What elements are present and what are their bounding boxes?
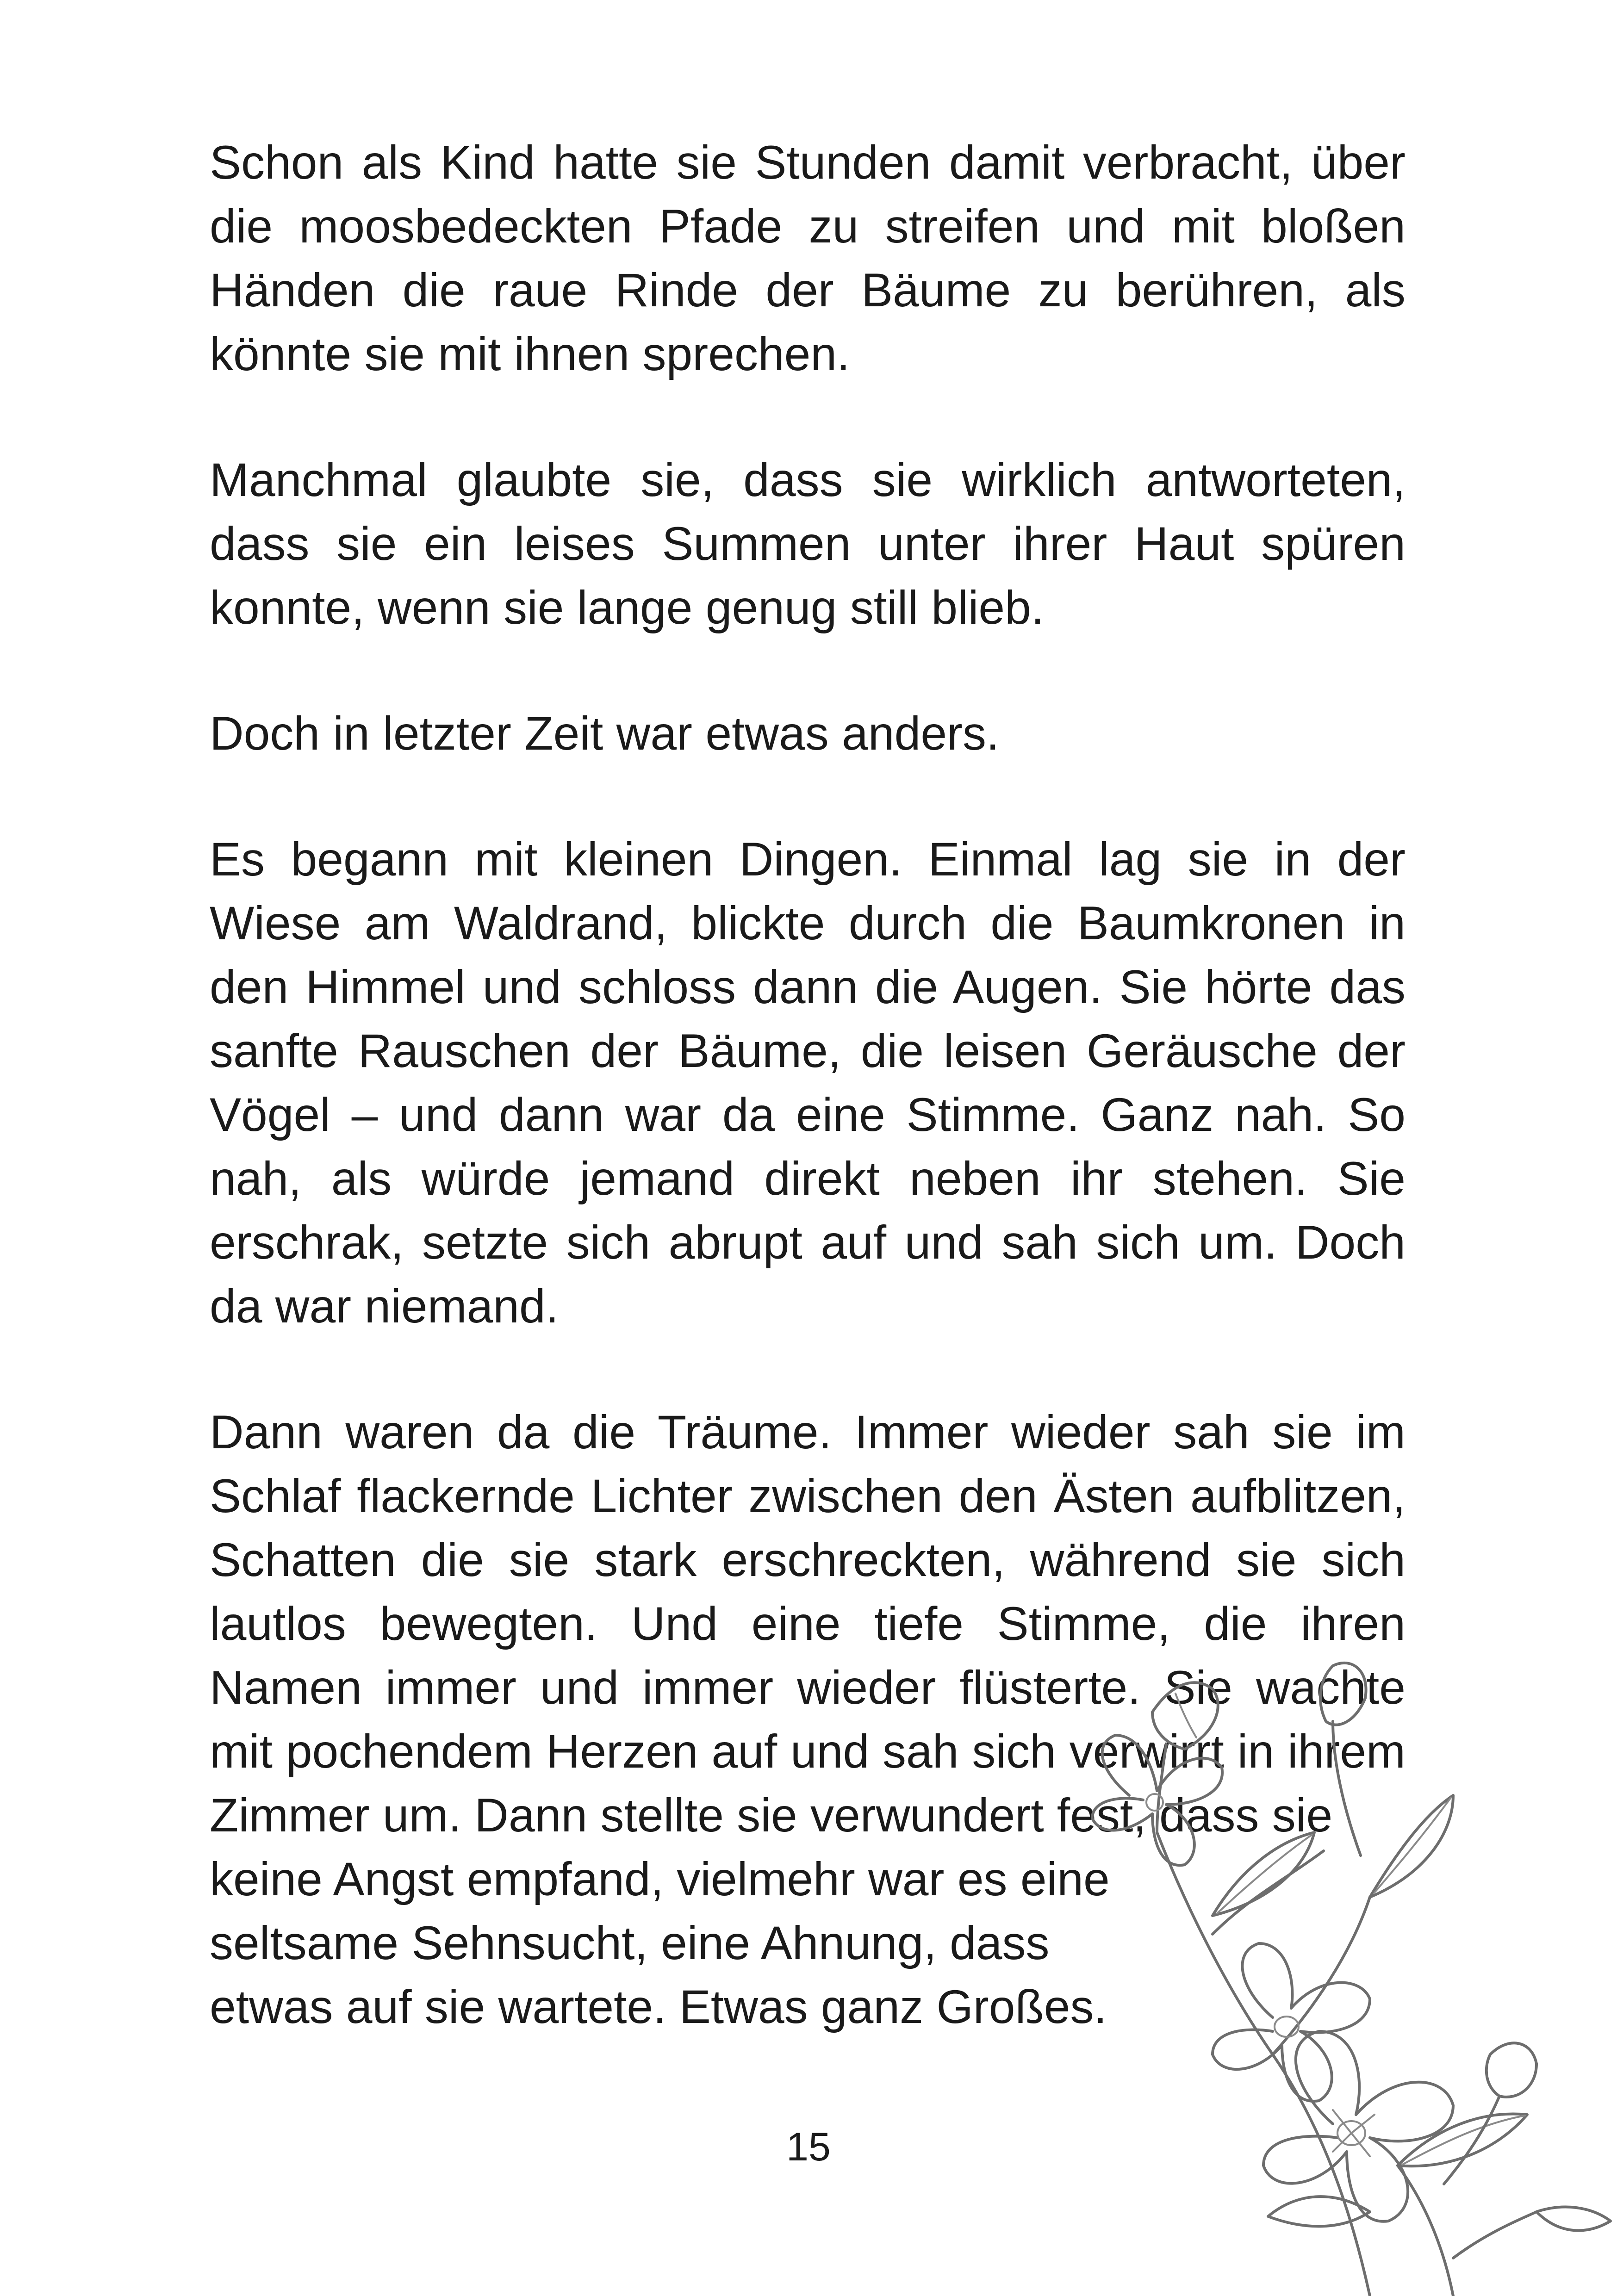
text-line: Zimmer um. Dann stellte sie verwundert fest, dass sie — [210, 1789, 1333, 1842]
page-number: 15 — [786, 2125, 831, 2169]
text-line: etwas auf sie wartete. Etwas ganz Großes. — [210, 1980, 1107, 2033]
text-line: keine Angst empfand, vielmehr war es eine — [210, 1853, 1110, 1905]
paragraph-1: Schon als Kind hatte sie Stunden damit verbracht, über die moosbedeckten Pfade zu streifen und mit bloßen Händen die raue Rinde der Bäume zu berühren, als könnte sie mit ihnen sprechen. — [210, 136, 1406, 380]
paragraph-5-justified: Dann waren da die Träume. Immer wieder sah sie im Schlaf flackernde Lichter zwischen den Ästen aufblitzen, Schatten die sie stark erschreckten, während sie sich lautlos bewegten. Und eine tiefe Stimme, die ihren Namen immer und immer wieder flüsterte. Sie wachte mit pochendem Herzen auf und sah sich verwirrt in ihrem — [210, 1406, 1406, 1778]
text-line: seltsame Sehnsucht, eine Ahnung, dass — [210, 1917, 1050, 1969]
floral-branch-icon — [1074, 1657, 1617, 2296]
paragraph-4: Es begann mit kleinen Dingen. Einmal lag sie in der Wiese am Waldrand, blickte durch die Baumkronen in den Himmel und schloss dann die Augen. Sie hörte das sanfte Rauschen der Bäume, die leisen Geräusche der Vögel – und dann war da eine Stimme. Ganz nah. So nah, als würde jemand direkt neben ihr stehen. Sie erschrak, setzte sich abrupt auf und sah sich um. Doch da war niemand. — [210, 833, 1406, 1333]
paragraph-2: Manchmal glaubte sie, dass sie wirklich antworteten, dass sie ein leises Summen unter ihrer Haut spüren konnte, wenn sie lange genug still blieb. — [210, 453, 1406, 634]
paragraph-3: Doch in letzter Zeit war etwas anders. — [210, 707, 1000, 760]
